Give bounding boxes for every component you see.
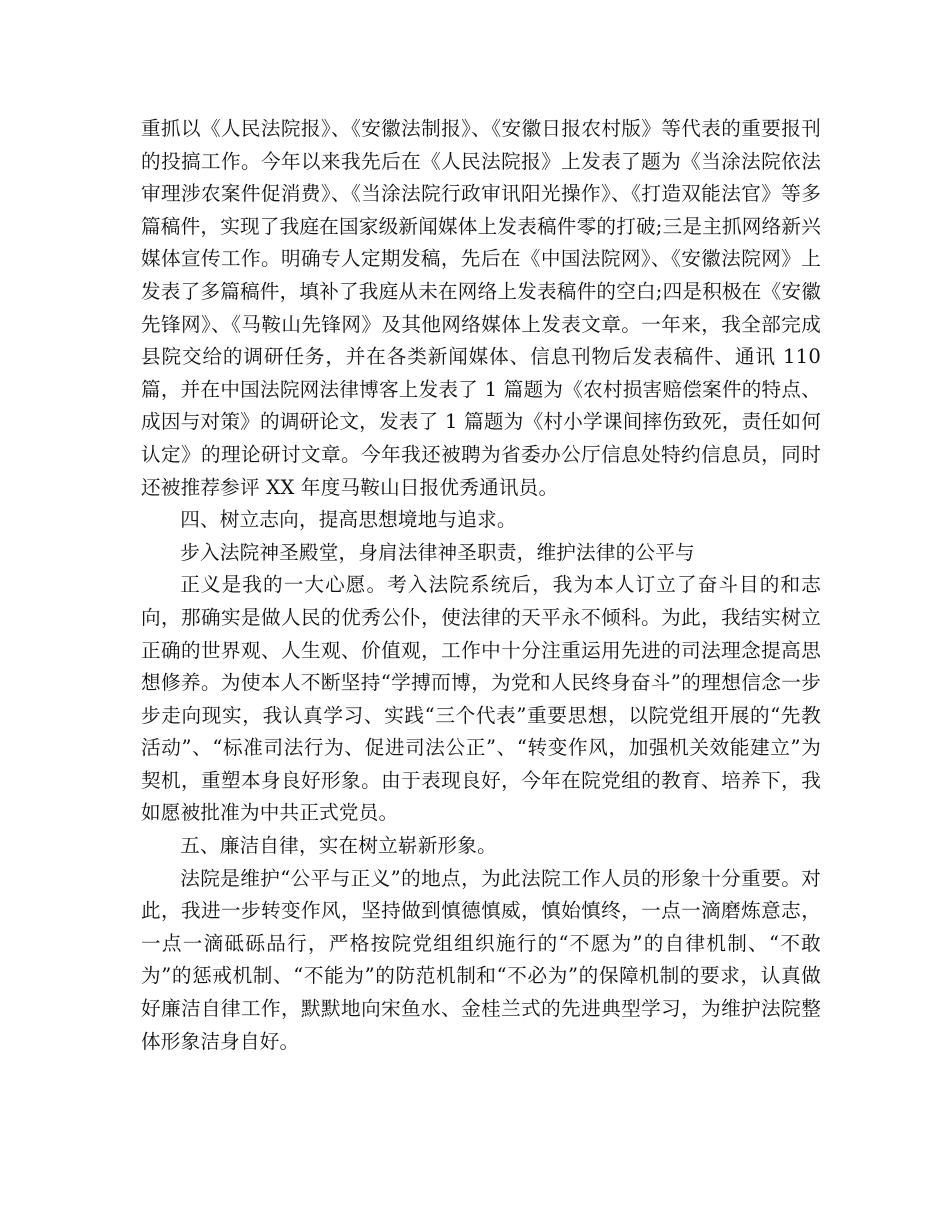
document-body [141,113,821,1058]
paragraph-integrity: 法院是维护“公平与正义”的地点，为此法院工作人员的形象十分重要。对此，我进一步转变作风，坚持做到慎德慎威，慎始慎终，一点一滴磨炼意志，一点一滴砥砾品行，严格按院党组组织施行的“不愿为”的自律机制、“不敢为”的惩戒机制、“不能为”的防范机制和“不必为”的保障机制的要求，认真做好廉洁自律工作，默默地向宋鱼水、金桂兰式的先进典型学习，为维护法院整体形象洁身自好。 [141,866,821,1053]
paragraph-media-publications: 重抓以《人民法院报》、《安徽法制报》、《安徽日报农村版》等代表的重要报刊的投搞工作。今年以来我先后在《人民法院报》上发表了题为《当涂法院依法审理涉农案件促消费》、《当涂法院行政审讯阳光操作》、《打造双能法官》等多篇稿件，实现了我庭在国家级新闻媒体上发表稿件零的打破;三是主抓网络新兴媒体宣传工作。明确专人定期发稿，先后在《中国法院网》、《安徽法院网》上发表了多篇稿件，填补了我庭从未在网络上发表稿件的空白;四是积极在《安徽先锋网》、《马鞍山先锋网》及其他网络媒体上发表文章。一年来，我全部完成县院交给的调研任务，并在各类新闻媒体、信息刊物后发表稿件、通讯 110 篇，并在中国法院网法律博客上发表了 1 篇题为《农村损害赔偿案件的特点、成因与对策》的调研论文，发表了 1 篇题为《村小学课间摔伤致死，责任如何认定》的理论研讨文章。今年我还被聘为省委办公厅信息处特约信息员，同时还被推荐参评 XX 年度马鞍山日报优秀通讯员。 [141,117,821,499]
paragraph-justice-aspiration: 正义是我的一大心愿。考入法院系统后，我为本人订立了奋斗目的和志向，那确实是做人民的优秀公仆，使法律的天平永不倾科。为此，我结实树立正确的世界观、人生观、价值观，工作中十分注重运用先进的司法理念提高思想修养。为使本人不断坚持“学搏而博，为党和人民终身奋斗”的理想信念一步步走向现实，我认真学习、实践“三个代表”重要思想，以院党组开展的“先教活动”、“标准司法行为、促进司法公正”、“转变作风，加强机关效能建立”为契机，重塑本身良好形象。由于表现良好，今年在院党组的教育、培养下，我如愿被批准为中共正式党员。 [141,573,821,825]
paragraph-enter-court: 步入法院神圣殿堂，身肩法律神圣职责，维护法律的公平与 [180,540,695,564]
section-heading-five: 五、廉洁自律，实在树立崭新形象。 [180,834,497,858]
section-heading-four: 四、树立志向，提高思想境地与追求。 [180,508,517,532]
